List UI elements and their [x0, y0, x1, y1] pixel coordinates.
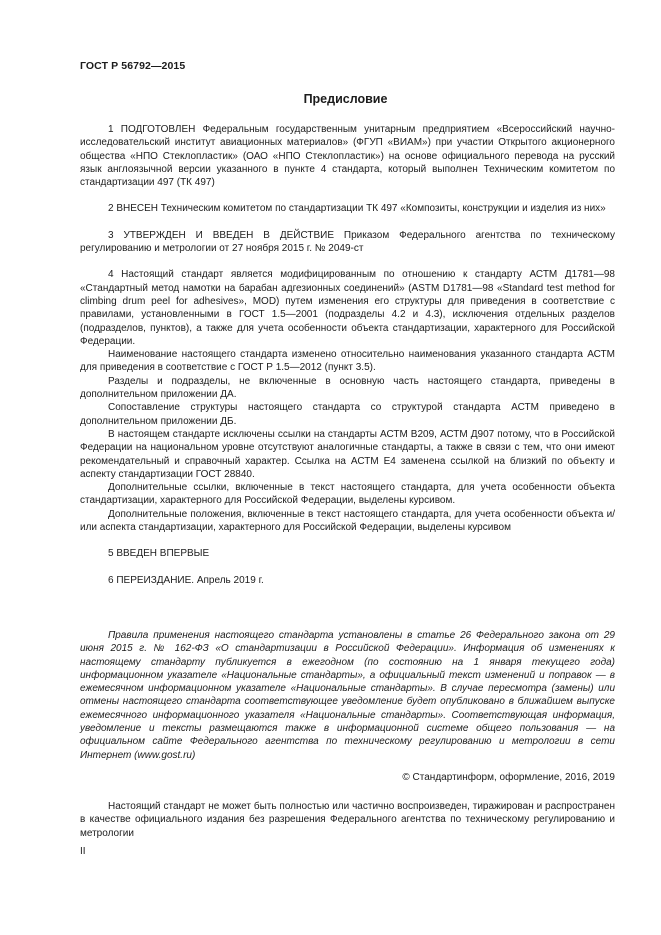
reproduction-notice: Настоящий стандарт не может быть полностью или частично воспроизведен, тиражирован и распространен в качестве официального издания без разрешения Федерального агентства по техническому регулированию и метрологии: [80, 801, 615, 839]
paragraph-submitted: 2 ВНЕСЕН Техническим комитетом по стандартизации ТК 497 «Композиты, конструкции и изделия из них»: [108, 203, 606, 215]
paragraph-approved: 3 УТВЕРЖДЕН И ВВЕДЕН В ДЕЙСТВИЕ Приказом Федерального агентства по техническому регулированию и метрологии от 27 ноября 2015 г. № 2049-ст: [80, 229, 615, 255]
paragraph-additional-references: Дополнительные ссылки, включенные в текст настоящего стандарта, для учета особенности объекта стандартизации, характерного для Российской Федерации, выделены курсивом.: [80, 482, 615, 507]
paragraph-reissue: 6 ПЕРЕИЗДАНИЕ. Апрель 2019 г.: [108, 574, 264, 586]
rules-of-application-note: Правила применения настоящего стандарта установлены в статье 26 Федерального закона от 29 июня 2015 г. № 162-ФЗ «О стандартизации в Российской Федерации». Информация об изменениях к настоящему стандарту публикуется в ежегодном (по состоянию на 1 января текущего года) информационном указателе «Национальные стандарты», а официальный текст изменений и поправок — в ежемесячном информационном указателе «Национальные стандарты». В случае пересмотра (замены) или отмены настоящего стандарта соответствующее уведомление будет опубликовано в ближайшем выпуске ежемесячного информационного указателя «Национальные стандарты». Соответствующая информация, уведомление и тексты размещаются также в информационной системе общего пользования — на официальном сайте Федерального агентства по техническому регулированию и метрологии в сети Интернет (www.gost.ru): [80, 630, 615, 761]
paragraph-prepared: 1 ПОДГОТОВЛЕН Федеральным государственным унитарным предприятием «Всероссийский научно-исследовательский институт авиационных материалов» (ФГУП «ВИАМ») при участии Открытого акционерного общества «НПО Стеклопластик» (ОАО «НПО Стеклопластик») на основе официального перевода на русский язык англоязычной версии указанного в пункте 4 стандарта, который выполнен Техническим комитетом по стандартизации 497 (ТК 497): [80, 124, 615, 189]
paragraph-introduced: 5 ВВЕДЕН ВПЕРВЫЕ: [108, 548, 210, 560]
preface-body: [80, 123, 615, 587]
paragraph-title-change: Наименование настоящего стандарта изменено относительно наименования указанного стандарта АСТМ для приведения в соответствие с ГОСТ Р 1.5—2012 (пункт 3.5).: [80, 349, 615, 374]
document-id-header: ГОСТ Р 56792—2015: [80, 60, 186, 72]
paragraph-appendix-db: Сопоставление структуры настоящего стандарта со структурой стандарта АСТМ приведено в дополнительном приложении ДБ.: [80, 402, 615, 427]
page-number: II: [80, 846, 86, 857]
page-title: Предисловие: [303, 92, 388, 106]
paragraph-appendix-da: Разделы и подразделы, не включенные в основную часть настоящего стандарта, приведены в дополнительном приложении ДА.: [80, 375, 615, 401]
paragraph-excluded-references: В настоящем стандарте исключены ссылки на стандарты АСТМ В209, АСТМ Д907 потому, что в Российской Федерации на национальном уровне отсутствуют аналогичные стандарты, а также в связи с тем, что они имеют рекомендательный и справочный характер. Ссылка на АСТМ Е4 заменена ссылкой на близкий по объекту и аспекту стандартизации ГОСТ 28840.: [80, 428, 615, 480]
copyright-line: © Стандартинформ, оформление, 2016, 2019: [402, 772, 615, 783]
paragraph-additional-provisions: Дополнительные положения, включенные в текст настоящего стандарта, для учета особенности объекта и/или аспекта стандартизации, характерного для Российской Федерации, выделены курсивом: [80, 508, 615, 534]
paragraph-modification: 4 Настоящий стандарт является модифицированным по отношению к стандарту АСТМ Д1781—98 «Стандартный метод намотки на барабан адгезионных соединений» (ASTM D1781—98 «Standard test method for climbing drum peel for adhesives», MOD) путем изменения его структуры для приведения в соответствие с правилами, установленными в ГОСТ 1.5—2001 (подразделы 4.2 и 4.3), исключения отдельных разделов (подразделов, пунктов), а также для учета особенности объекта стандартизации, характерного для Российской Федерации.: [80, 269, 615, 347]
